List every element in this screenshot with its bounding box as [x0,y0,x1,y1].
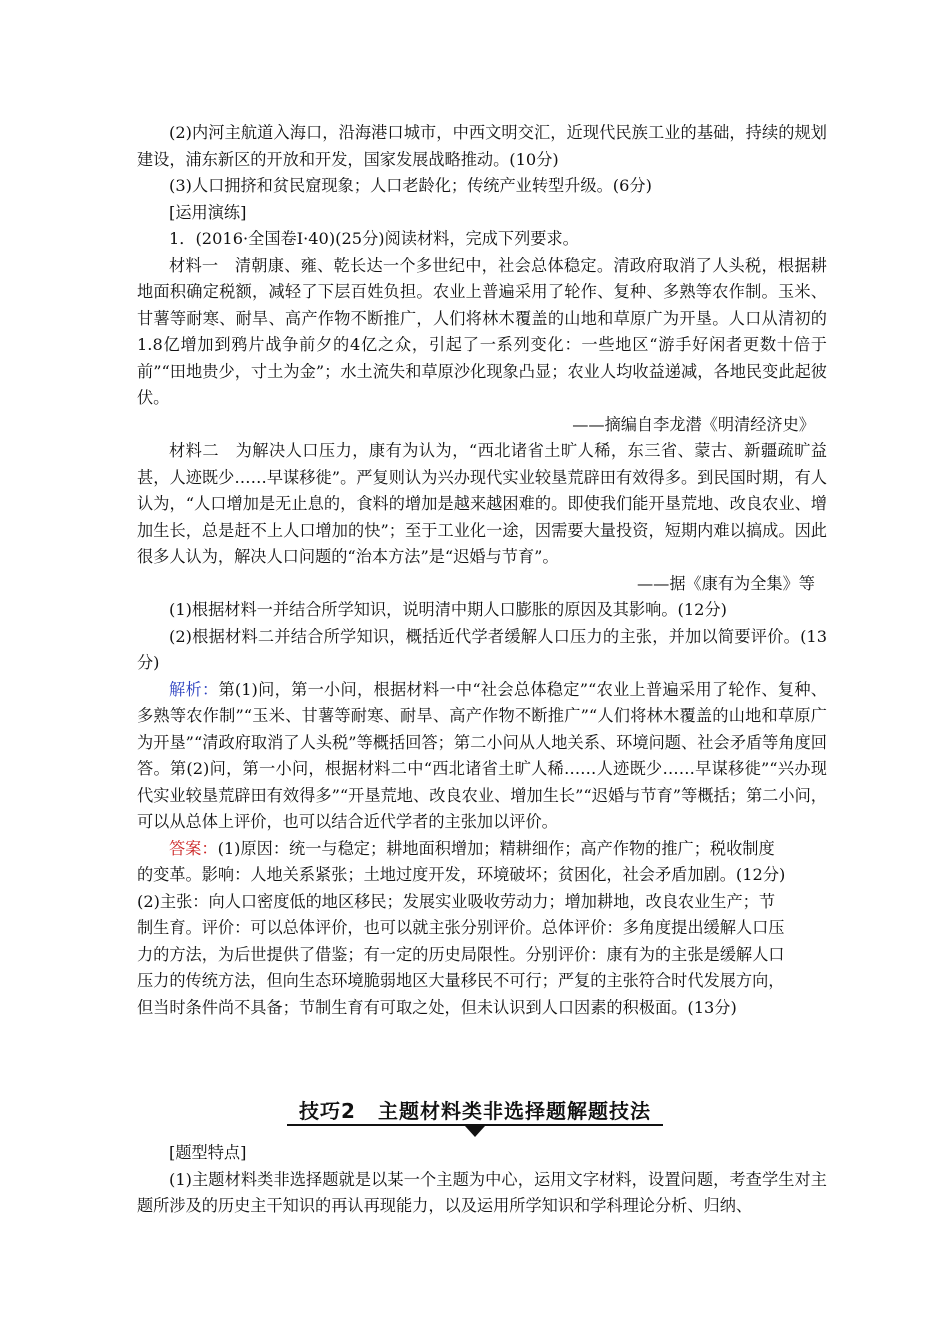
answer-part-3: (3)人口拥挤和贫民窟现象；人口老龄化；传统产业转型升级。(6分) [169,176,652,195]
heading-title: 主题材料类非选择题解题技法 [377,1099,651,1123]
answer-line-3: (2)主张：向人口密度低的地区移民；发展实业吸收劳动力；增加耕地，改良农业生产；节 [137,891,776,911]
question-2: (2)根据材料二并结合所学知识，概括近代学者缓解人口压力的主张，并加以简要评价。(13分) [137,626,827,672]
top-block [137,120,827,1021]
analysis-paragraph [137,677,827,836]
heading-triangle-icon [465,1126,485,1137]
answer-part-2: (2)内河主航道入海口，沿海港口城市，中西文明交汇，近现代民族工业的基础，持续的规划建设，浦东新区的开放和开发，国家发展战略推动。(10分) [137,123,827,169]
answer-line-2: 的变革。影响：人地关系紧张；土地过度开发，环境破坏；贫困化，社会矛盾加剧。(12分) [137,865,786,884]
section-label-features: [题型特点] [169,1143,247,1162]
answer-line-7: 但当时条件尚不具备；节制生育有可取之处，但未认识到人口因素的积极面。(13分) [137,997,737,1017]
answer-line-1: 答案：(1)原因：统一与稳定；耕地面积增加；精耕细作；高产作物的推广；税收制度 [169,838,775,858]
material-1-source: ——摘编自李龙潜《明清经济史》 [572,414,815,434]
analysis-label: 解析： [169,679,219,699]
material-1-text: 材料一 清朝康、雍、乾长达一个多世纪中，社会总体稳定。清政府取消了人头税，根据耕地面积确定税额，减轻了下层百姓负担。农业上普遍采用了轮作、复种、多熟等农作制。玉米、甘薯等耐寒、耐旱、高产作物不断推广，人们将林木覆盖的山地和草原广为开垦。人口从清初的1.8亿增加到鸦片战争前夕的4亿之众，引起了一系列变化：一些地区“游手好闲者更数十倍于前”“田地贵少，寸土为金”；水土流失和草原沙化现象凸显；农业人均收益递减，各地民变此起彼伏。 [137,255,827,407]
section-label-practice: [运用演练] [169,202,247,222]
heading-tag: 技巧2 [299,1099,356,1123]
answer-line-6: 压力的传统方法，但向生态环境脆弱地区大量移民不可行；严复的主张符合时代发展方向， [137,971,785,990]
material-2-source: ——据《康有为全集》等 [636,573,815,593]
question-1-intro: 1．(2016·全国卷Ⅰ·40)(25分)阅读材料，完成下列要求。 [169,229,579,248]
analysis-text: 第(1)问，第一小问，根据材料一中“社会总体稳定”“农业上普遍采用了轮作、复种、多熟等农作制”“玉米、甘薯等耐寒、耐旱、高产作物不断推广”“人们将林木覆盖的山地和草原广为开垦”“清政府取消了人头税”等概括回答；第二小问从人地关系、环境问题、社会矛盾等角度回答。第(2)问，第一小问，根据材料二中“西北诸省土旷人稀……人迹既少……早谋移徙”“兴办现代实业较垦荒辟田有效得多”“开垦荒地、改良农业、增加生长”“迟婚与节育”等概括；第二小问，可以从总体上评价，也可以结合近代学者的主张加以评价。 [137,679,827,831]
material-2-text: 材料二 为解决人口压力，康有为认为，“西北诸省土旷人稀，东三省、蒙古、新疆疏旷益甚，人迹既少……早谋移徙”。严复则认为兴办现代实业较垦荒辟田有效得多。到民国时期，有人认为，“人口增加是无止息的，食料的增加是越来越困难的。即使我们能开垦荒地、改良农业、增加生长，总是赶不上人口增加的快”；至于工业化一途，因需要大量投资，短期内难以搞成。因此很多人认为，解决人口问题的“治本方法”是“迟婚与节育”。 [137,441,827,566]
bottom-block [137,1140,827,1220]
answer-line-5: 力的方法，为后世提供了借鉴；有一定的历史局限性。分别评价：康有为的主张是缓解人口 [137,944,785,964]
answer-label: 答案： [169,838,218,858]
section-heading [0,1095,950,1124]
question-1: (1)根据材料一并结合所学知识，说明清中期人口膨胀的原因及其影响。(12分) [169,600,727,619]
answer-line-4: 制生育。评价：可以总体评价，也可以就主张分别评价。总体评价：多角度提出缓解人口压 [137,918,785,937]
answer-block [137,836,827,1022]
features-paragraph-1: (1)主题材料类非选择题就是以某一个主题为中心，运用文字材料，设置问题，考查学生对主题所涉及的历史主干知识的再认再现能力，以及运用所学知识和学科理论分析、归纳、 [137,1169,827,1215]
